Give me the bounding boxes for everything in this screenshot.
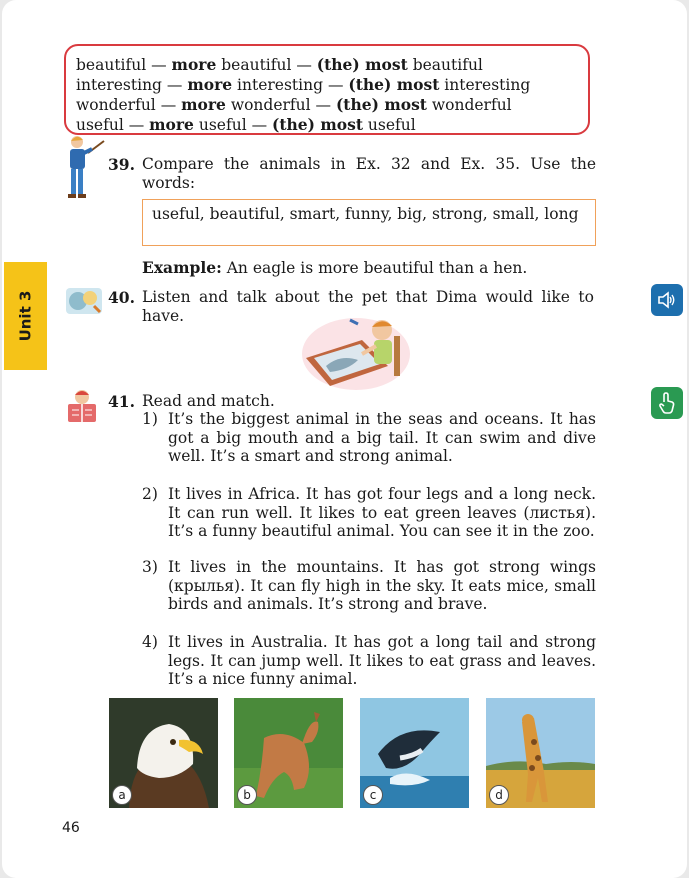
unit-tab-label: Unit 3 — [16, 290, 35, 342]
kangaroo-photo — [234, 698, 343, 808]
list-item — [142, 633, 596, 689]
example-text: An eagle is more beautiful than a hen. — [221, 259, 528, 277]
item-text: It lives in the mountains. It has got strong wings (крылья). It can fly high in the sky. It eats mice, small birds and animals. It’s strong and brave. — [168, 558, 596, 614]
item-text: It lives in Australia. It has got a long tail and strong legs. It can jump well. It likes to eat grass and leaves. It’s a nice funny animal. — [168, 633, 596, 689]
photo-label: a — [112, 785, 132, 805]
item-number: 1) — [142, 410, 158, 428]
exercise-40-instruction: Listen and talk about the pet that Dima would like to have. — [142, 288, 594, 325]
rule-line: wonderful — more wonderful — (the) most wonderful — [76, 95, 512, 114]
example-label: Example: — [142, 258, 222, 277]
eagle-photo — [109, 698, 218, 808]
page-number: 46 — [62, 820, 80, 836]
exercise-41-instruction: Read and match. — [142, 392, 275, 410]
audio-button[interactable] — [651, 284, 683, 316]
rule-line: interesting — more interesting — (the) most interesting — [76, 75, 531, 94]
list-item — [142, 485, 596, 541]
giraffe-photo — [486, 698, 595, 808]
item-text: It’s the biggest animal in the seas and oceans. It has got a big mouth and a big tail. It can swim and dive well. It’s a smart and strong animal. — [168, 410, 596, 466]
exercise-39-number: 39. — [108, 155, 135, 174]
example-sentence — [142, 258, 527, 277]
listen-talk-icon — [64, 284, 104, 318]
teacher-icon — [62, 133, 106, 201]
boy-drawing-illustration — [300, 314, 412, 390]
item-number: 2) — [142, 485, 158, 503]
rule-line: useful — more useful — (the) most useful — [76, 115, 416, 134]
list-item — [142, 410, 596, 466]
exercise-41-number: 41. — [108, 392, 135, 411]
interactive-button[interactable] — [651, 387, 683, 419]
photo-label: b — [237, 785, 257, 805]
list-item — [142, 558, 596, 614]
textbook-page — [2, 0, 687, 878]
exercise-39-instruction: Compare the animals in Ex. 32 and Ex. 35. Use the words: — [142, 155, 596, 192]
word-list-box: useful, beautiful, smart, funny, big, strong, small, long — [142, 199, 596, 246]
item-text: It lives in Africa. It has got four legs and a long neck. It can run well. It likes to eat green leaves (листья). It’s a funny beautiful animal. You can see it in the zoo. — [168, 485, 596, 541]
grammar-rule-box — [64, 44, 590, 135]
unit-tab — [4, 262, 47, 370]
dolphin-photo — [360, 698, 469, 808]
photo-label: c — [363, 785, 383, 805]
touch-hand-icon — [658, 392, 676, 414]
photo-label: d — [489, 785, 509, 805]
speaker-icon — [657, 291, 677, 309]
item-number: 4) — [142, 633, 158, 651]
exercise-40-number: 40. — [108, 288, 135, 307]
item-number: 3) — [142, 558, 158, 576]
reading-icon — [64, 388, 100, 424]
rule-line: beautiful — more beautiful — (the) most beautiful — [76, 55, 483, 74]
